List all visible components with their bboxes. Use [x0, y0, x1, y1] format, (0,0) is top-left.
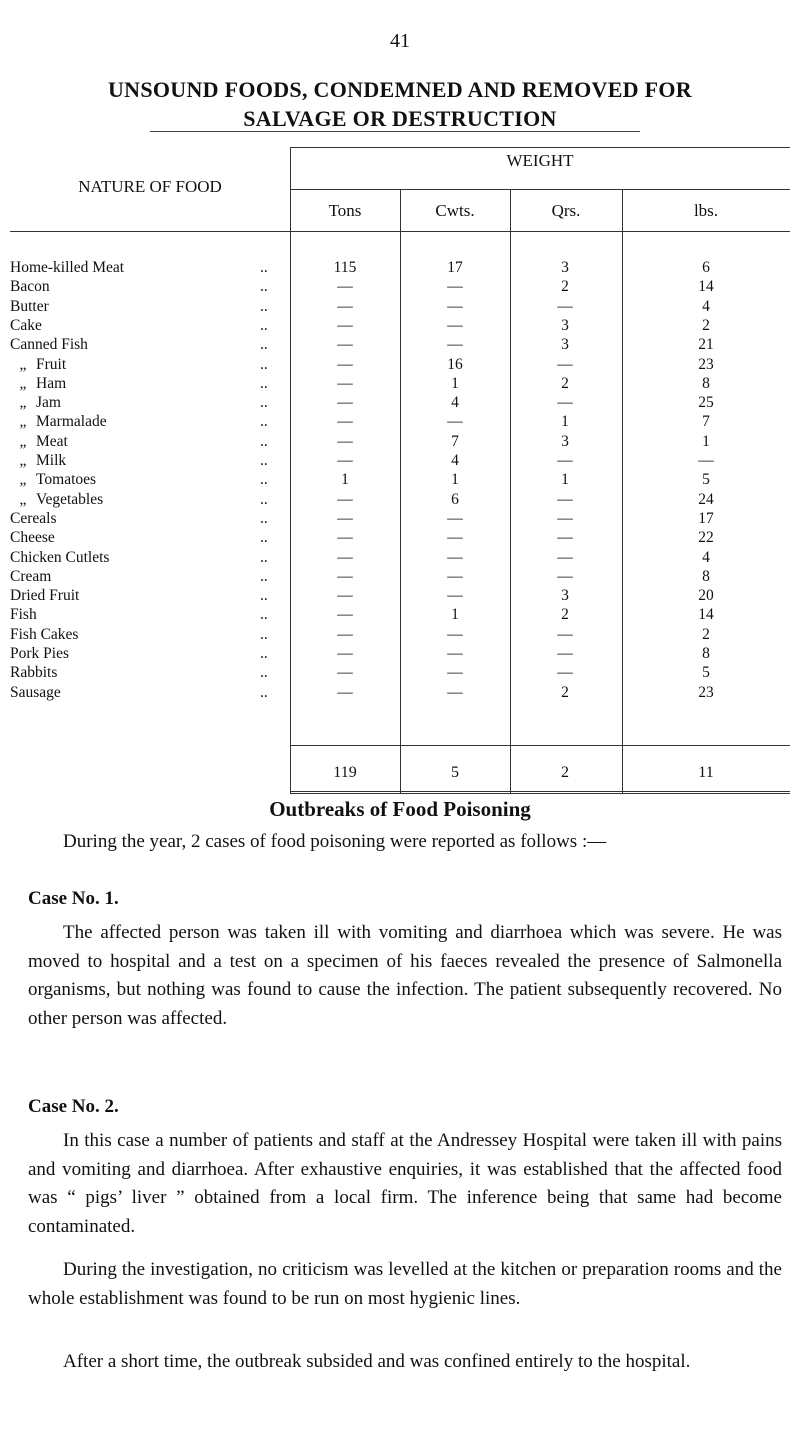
table-row [10, 317, 790, 335]
cell-qrs: — [557, 625, 573, 643]
ditto-mark: „ [19, 394, 27, 412]
intro-paragraph: During the year, 2 cases of food poisoning were reported as follows :— [63, 831, 607, 852]
ditto-mark: „ [19, 413, 27, 431]
food-label: Butter [10, 297, 49, 315]
total-lbs: 11 [698, 764, 714, 781]
food-label: Chicken Cutlets [10, 548, 110, 566]
section-title: Outbreaks of Food Poisoning [269, 797, 531, 821]
food-name [10, 278, 290, 296]
leader-dots: .. [260, 587, 268, 605]
cell-cwts: — [447, 683, 463, 701]
food-label: Marmalade [36, 413, 107, 431]
food-name [10, 626, 290, 644]
table-row [10, 626, 790, 644]
food-name [10, 336, 290, 354]
cell-qrs: — [557, 645, 573, 662]
cell-tons: — [337, 432, 353, 450]
table-top-rule [290, 147, 790, 148]
total-qrs: 2 [561, 764, 569, 781]
total-tons: 119 [333, 764, 357, 781]
cell-qrs: — [557, 529, 573, 547]
cell-qrs: 3 [561, 316, 569, 334]
cell-cwts: 4 [451, 452, 459, 469]
header-qrs: Qrs. [551, 201, 581, 220]
cell-cwts: 16 [447, 355, 463, 373]
cell-lbs: 2 [702, 316, 710, 334]
food-label: Home-killed Meat [10, 259, 125, 276]
cell-cwts: — [447, 316, 463, 334]
food-label: Cheese [10, 529, 55, 547]
food-name [10, 510, 290, 528]
food-name [10, 433, 290, 451]
cell-qrs: 3 [561, 336, 569, 354]
cell-lbs: 22 [698, 529, 714, 547]
leader-dots: .. [260, 297, 268, 315]
leader-dots: .. [260, 606, 268, 624]
food-label: Vegetables [36, 490, 104, 508]
cell-qrs: 3 [561, 259, 569, 276]
food-name [10, 664, 290, 682]
title-line-1: UNSOUND FOODS, CONDEMNED AND REMOVED FOR [107, 77, 692, 102]
page-title [0, 75, 800, 133]
cell-tons: — [337, 567, 353, 585]
weight-sub-rule [290, 189, 790, 190]
cell-qrs: — [557, 355, 573, 373]
case-2-text-1: In this case a number of patients and staff at the Andressey Hospital were taken ill with pains and vomiting and diarrhoea. After exhaustive enquiries, it was established that the affected food was “ pigs’ liver ” obtained from a local firm. The inference being that same had become contaminated. [28, 1130, 782, 1237]
cell-cwts: 7 [451, 432, 459, 450]
cell-lbs: 4 [702, 297, 710, 315]
cell-cwts: — [447, 336, 463, 354]
cell-cwts: — [447, 413, 463, 431]
subtotal-rule [290, 745, 790, 746]
food-label: Bacon [10, 278, 50, 296]
leader-dots: .. [260, 471, 268, 489]
cell-tons: — [337, 683, 353, 701]
cell-tons: — [337, 452, 353, 469]
title-line-2: SALVAGE OR DESTRUCTION [243, 106, 557, 131]
food-name [10, 471, 290, 489]
cell-tons: 1 [341, 471, 349, 489]
leader-dots: .. [260, 259, 268, 276]
table-row [10, 259, 790, 277]
title-underline [150, 131, 640, 132]
cell-tons: — [337, 587, 353, 605]
food-name [10, 375, 290, 393]
leader-dots: .. [260, 413, 268, 431]
leader-dots: .. [260, 432, 268, 450]
cell-qrs: — [557, 567, 573, 585]
food-name [10, 298, 290, 316]
cell-lbs: 5 [702, 471, 710, 489]
cell-tons: — [337, 336, 353, 354]
case-2-text-2: During the investigation, no criticism was levelled at the kitchen or preparation rooms and the whole establishment was found to be run on most hygienic lines. [28, 1259, 782, 1309]
cell-tons: — [337, 645, 353, 662]
cell-lbs: — [698, 452, 714, 469]
leader-dots: .. [260, 529, 268, 547]
leader-dots: .. [260, 683, 268, 701]
cell-qrs: 2 [561, 374, 569, 392]
food-label: Fish [10, 606, 37, 624]
food-label: Tomatoes [36, 471, 97, 489]
food-name [10, 259, 290, 277]
food-label: Meat [36, 432, 68, 450]
cell-qrs: 2 [561, 683, 569, 701]
total-rule [290, 791, 790, 794]
ditto-mark: „ [19, 471, 27, 489]
cell-lbs: 23 [698, 355, 714, 373]
leader-dots: .. [260, 567, 268, 585]
cell-tons: — [337, 606, 353, 624]
cell-cwts: 1 [451, 374, 459, 392]
cell-tons: — [337, 355, 353, 373]
leader-dots: .. [260, 490, 268, 508]
leader-dots: .. [260, 664, 268, 682]
food-label: Milk [36, 452, 67, 469]
food-label: Canned Fish [10, 336, 88, 354]
cell-lbs: 4 [702, 548, 710, 566]
case-2-text-3: After a short time, the outbreak subsided and was confined entirely to the hospital. [63, 1351, 691, 1372]
food-label: Cereals [10, 509, 57, 527]
table-row [10, 587, 790, 605]
cell-cwts: — [447, 664, 463, 682]
food-label: Cake [10, 316, 42, 334]
header-cwts: Cwts. [435, 201, 475, 220]
food-name [10, 549, 290, 567]
cell-qrs: — [557, 509, 573, 527]
cell-lbs: 17 [698, 509, 714, 527]
cell-cwts: 4 [451, 394, 459, 412]
cell-tons: — [337, 297, 353, 315]
table-row [10, 491, 790, 509]
cell-lbs: 6 [702, 259, 710, 276]
leader-dots: .. [260, 355, 268, 373]
cell-tons: — [337, 278, 353, 296]
cell-qrs: — [557, 297, 573, 315]
header-nature-of-food: NATURE OF FOOD [78, 177, 222, 196]
cell-lbs: 20 [698, 587, 714, 605]
table-row [10, 645, 790, 663]
food-label: Fruit [36, 355, 67, 373]
cell-cwts: — [447, 278, 463, 296]
cell-qrs: — [557, 664, 573, 682]
cell-qrs: — [557, 548, 573, 566]
unsound-foods-table [10, 147, 790, 947]
food-name [10, 606, 290, 624]
leader-dots: .. [260, 548, 268, 566]
cell-tons: — [337, 509, 353, 527]
table-row [10, 413, 790, 431]
table-row [10, 549, 790, 567]
table-row [10, 336, 790, 354]
cell-lbs: 2 [702, 625, 710, 643]
cell-cwts: — [447, 548, 463, 566]
table-row [10, 298, 790, 316]
table-row [10, 278, 790, 296]
cell-tons: — [337, 529, 353, 547]
table-row [10, 394, 790, 412]
leader-dots: .. [260, 645, 268, 662]
leader-dots: .. [260, 374, 268, 392]
food-label: Jam [36, 394, 61, 412]
cell-cwts: 6 [451, 490, 459, 508]
ditto-mark: „ [19, 432, 27, 450]
cell-lbs: 25 [698, 394, 714, 412]
leader-dots: .. [260, 394, 268, 412]
case-2-heading: Case No. 2. [28, 1096, 119, 1117]
food-label: Dried Fruit [10, 587, 80, 605]
table-row [10, 510, 790, 528]
food-name [10, 394, 290, 412]
food-label: Cream [10, 567, 52, 585]
cell-tons: — [337, 394, 353, 412]
food-name [10, 413, 290, 431]
cell-lbs: 1 [702, 432, 710, 450]
cell-tons: — [337, 625, 353, 643]
ditto-mark: „ [19, 452, 27, 469]
ditto-mark: „ [19, 355, 27, 373]
food-name [10, 684, 290, 702]
cell-tons: 115 [333, 259, 357, 276]
cell-cwts: — [447, 509, 463, 527]
cell-cwts: 17 [447, 259, 463, 276]
cell-tons: — [337, 664, 353, 682]
cell-cwts: — [447, 297, 463, 315]
food-label: Rabbits [10, 664, 58, 682]
page-number: 41 [390, 30, 410, 52]
case-1-text: The affected person was taken ill with vomiting and diarrhoea which was severe. He was moved to hospital and a test on a specimen of his faeces revealed the presence of Salmonella organisms, but nothing was found to cause the infection. The patient subsequently recovered. No other person was affected. [28, 922, 782, 1029]
food-label: Fish Cakes [10, 625, 79, 643]
cell-cwts: — [447, 529, 463, 547]
food-name [10, 356, 290, 374]
cell-qrs: 2 [561, 278, 569, 296]
cell-qrs: — [557, 394, 573, 412]
cell-qrs: 1 [561, 413, 569, 431]
food-label: Ham [36, 374, 67, 392]
cell-cwts: — [447, 625, 463, 643]
food-name [10, 491, 290, 509]
cell-lbs: 14 [698, 606, 714, 624]
cell-qrs: 3 [561, 432, 569, 450]
table-row [10, 684, 790, 702]
cell-tons: — [337, 548, 353, 566]
food-name [10, 452, 290, 470]
food-name [10, 645, 290, 663]
food-name [10, 587, 290, 605]
cell-cwts: 1 [451, 471, 459, 489]
cell-lbs: 8 [702, 374, 710, 392]
cell-lbs: 24 [698, 490, 714, 508]
cell-lbs: 8 [702, 567, 710, 585]
leader-dots: .. [260, 316, 268, 334]
cell-qrs: 2 [561, 606, 569, 624]
cell-tons: — [337, 316, 353, 334]
cell-tons: — [337, 413, 353, 431]
food-name [10, 317, 290, 335]
cell-cwts: — [447, 587, 463, 605]
cell-qrs: 3 [561, 587, 569, 605]
table-row [10, 568, 790, 586]
cell-lbs: 23 [698, 683, 714, 701]
food-name [10, 529, 290, 547]
food-name [10, 568, 290, 586]
ditto-mark: „ [19, 374, 27, 392]
leader-dots: .. [260, 625, 268, 643]
table-row [10, 356, 790, 374]
header-tons: Tons [328, 201, 362, 220]
leader-dots: .. [260, 278, 268, 296]
cell-lbs: 21 [698, 336, 714, 354]
cell-qrs: 1 [561, 471, 569, 489]
table-row [10, 529, 790, 547]
table-row [10, 606, 790, 624]
cell-lbs: 5 [702, 664, 710, 682]
cell-tons: — [337, 490, 353, 508]
food-label: Sausage [10, 683, 61, 701]
case-1-heading: Case No. 1. [28, 888, 119, 909]
leader-dots: .. [260, 452, 268, 469]
cell-cwts: — [447, 567, 463, 585]
table-row [10, 452, 790, 470]
ditto-mark: „ [19, 490, 27, 508]
table-row [10, 471, 790, 489]
cell-tons: — [337, 374, 353, 392]
header-weight: WEIGHT [506, 151, 574, 170]
header-lbs: lbs. [693, 201, 719, 220]
cell-lbs: 14 [698, 278, 714, 296]
cell-lbs: 7 [702, 413, 710, 431]
table-row [10, 664, 790, 682]
total-cwts: 5 [451, 764, 459, 781]
cell-cwts: — [447, 645, 463, 662]
food-label: Pork Pies [10, 645, 69, 662]
leader-dots: .. [260, 509, 268, 527]
cell-qrs: — [557, 490, 573, 508]
table-row [10, 433, 790, 451]
cell-cwts: 1 [451, 606, 459, 624]
cell-qrs: — [557, 452, 573, 469]
cell-lbs: 8 [702, 645, 710, 662]
table-row [10, 375, 790, 393]
leader-dots: .. [260, 336, 268, 354]
